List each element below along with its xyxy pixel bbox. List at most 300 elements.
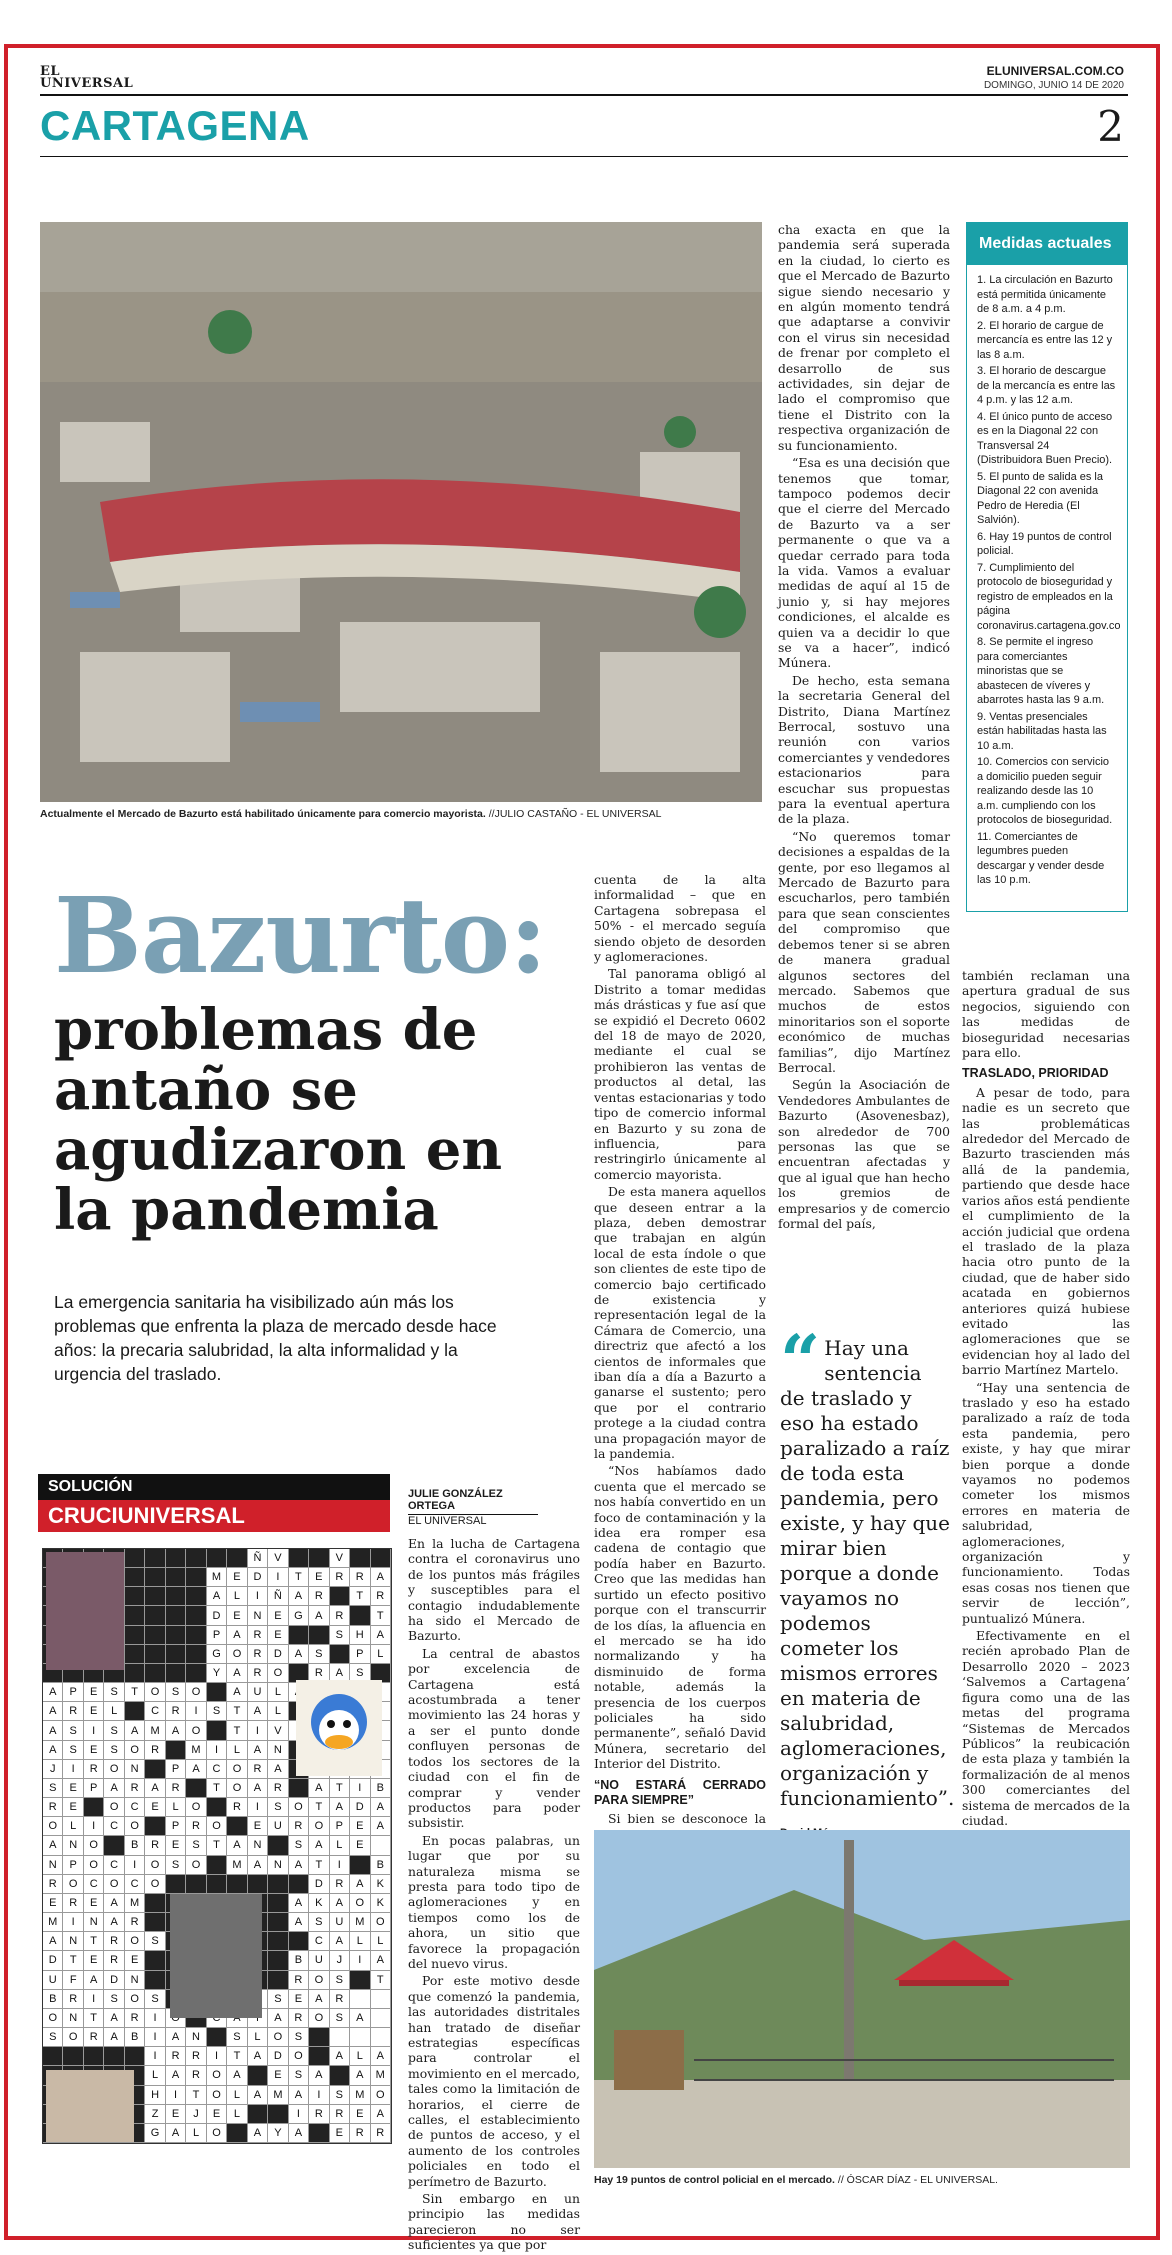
crossword-cell: D xyxy=(43,1951,63,1970)
headline-keyword: Bazurto: xyxy=(54,874,547,997)
crossword-cell: M xyxy=(207,1568,227,1587)
crossword-cell: I xyxy=(350,1779,370,1798)
crossword-cell xyxy=(371,2028,391,2047)
crossword-cell: I xyxy=(207,2047,227,2066)
crossword-cell: N xyxy=(268,1856,288,1875)
crossword-cell xyxy=(371,1549,391,1568)
headline: problemas de antaño se agudizaron en la pandemia xyxy=(54,997,503,1243)
crossword-cell: S xyxy=(289,2028,309,2047)
crossword-cell: H xyxy=(145,2086,165,2105)
crossword-cell: T xyxy=(309,1798,329,1817)
crossword-cell: M xyxy=(186,1741,206,1760)
crossword-cell: O xyxy=(145,1683,165,1702)
crossword-cell: G xyxy=(207,1645,227,1664)
crossword-cell: R xyxy=(166,1779,186,1798)
crossword-cell: E xyxy=(350,1817,370,1836)
crossword-cell: A xyxy=(371,2047,391,2066)
crossword-cell: P xyxy=(350,1645,370,1664)
crossword-cell: R xyxy=(248,1626,268,1645)
crossword-cell xyxy=(248,2105,268,2124)
crossword-cell: D xyxy=(207,1606,227,1625)
crossword-cell xyxy=(145,1951,165,1970)
crossword-cell xyxy=(227,1817,247,1836)
crossword-cell xyxy=(166,1875,186,1894)
crossword-cell: E xyxy=(84,1683,104,1702)
crossword-cell: A xyxy=(330,2047,350,2066)
crossword-cell: T xyxy=(227,1721,247,1740)
crossword-cell: T xyxy=(125,1683,145,1702)
crossword-cell: L xyxy=(104,1702,124,1721)
crossword-cell: M xyxy=(145,1721,165,1740)
crossword-cell: N xyxy=(248,1606,268,1625)
crossword-cell: O xyxy=(309,1971,329,1990)
crossword-cell: O xyxy=(207,2086,227,2105)
crossword-cell: O xyxy=(289,1798,309,1817)
quote-mark-icon: “ xyxy=(780,1319,821,1402)
crossword-cell: L xyxy=(350,1932,370,1951)
crossword-cell xyxy=(350,1856,370,1875)
crossword-cell: A xyxy=(330,1664,350,1683)
crossword-cell: A xyxy=(43,1836,63,1855)
list-item: 2. El horario de cargue de mercancía es entre las 12 y las 8 a.m. xyxy=(977,319,1113,361)
portrait-image xyxy=(170,1894,262,2018)
crossword-cell: N xyxy=(268,1741,288,1760)
crossword-cell xyxy=(145,1587,165,1606)
crossword-cell: R xyxy=(166,1702,186,1721)
crossword-cell: L xyxy=(186,2124,206,2143)
crossword-cell xyxy=(227,1875,247,1894)
crossword-cell: I xyxy=(63,1913,83,1932)
crossword-cell: I xyxy=(145,2047,165,2066)
crossword-cell: A xyxy=(289,2124,309,2143)
crossword-cell: B xyxy=(289,1951,309,1970)
crossword-cell xyxy=(207,1875,227,1894)
crossword-cell xyxy=(289,1875,309,1894)
crossword-cell: M xyxy=(350,2086,370,2105)
crossword-cell: A xyxy=(166,2066,186,2085)
market-aerial-image xyxy=(40,222,762,802)
crossword-cell: E xyxy=(330,2124,350,2143)
crossword-cell: S xyxy=(104,1721,124,1740)
crossword-cell: S xyxy=(104,1990,124,2009)
crossword-cell: A xyxy=(371,1626,391,1645)
crossword-cell: J xyxy=(43,1760,63,1779)
crossword-cell: Z xyxy=(145,2105,165,2124)
crossword-cell xyxy=(145,1568,165,1587)
section-title: CARTAGENA xyxy=(40,102,310,149)
crossword-cell xyxy=(145,1645,165,1664)
crossword-cell: E xyxy=(84,1894,104,1913)
crossword-cell: M xyxy=(268,2086,288,2105)
crossword-cell: U xyxy=(268,1817,288,1836)
crossword-cell: R xyxy=(84,2028,104,2047)
crossword-cell xyxy=(289,1779,309,1798)
crossword-cell xyxy=(186,1587,206,1606)
crossword-cell xyxy=(227,1549,247,1568)
crossword-cell: A xyxy=(166,2028,186,2047)
crossword-cell xyxy=(186,1606,206,1625)
crossword-cell: S xyxy=(63,1741,83,1760)
crossword-cell: L xyxy=(371,1645,391,1664)
crossword-cell xyxy=(350,1549,370,1568)
crossword-cell: I xyxy=(248,1721,268,1740)
crossword-cell xyxy=(166,1549,186,1568)
crossword-cell: A xyxy=(309,1779,329,1798)
crossword-cell: L xyxy=(166,1798,186,1817)
bottom-photo-caption: Hay 19 puntos de control policial en el mercado. // ÓSCAR DÍAZ - EL UNIVERSAL. xyxy=(594,2174,998,2186)
crossword-cell: A xyxy=(104,2028,124,2047)
crossword-cell: R xyxy=(125,2009,145,2028)
crossword-cell: E xyxy=(268,1606,288,1625)
crossword-cell: T xyxy=(186,2086,206,2105)
top-photo xyxy=(40,222,762,802)
crossword-cell: E xyxy=(268,2066,288,2085)
crossword-cell: B xyxy=(371,1779,391,1798)
crossword-cell: S xyxy=(63,1721,83,1740)
crossword-cell: E xyxy=(268,1626,288,1645)
portrait-image xyxy=(46,1552,124,1670)
crossword-cell: R xyxy=(84,1760,104,1779)
byline xyxy=(408,1488,538,1527)
crossword-cell xyxy=(330,2028,350,2047)
crossword-cell: L xyxy=(371,1932,391,1951)
crossword-cell: O xyxy=(186,1798,206,1817)
crossword-cell: A xyxy=(227,1836,247,1855)
crossword-cell: R xyxy=(330,1568,350,1587)
pull-quote: “ Hay una sentencia de traslado y eso ha estado paralizado a raíz de toda esta pandemia, pero existe, y hay que mirar bien porque a donde vayamos no podemos cometer los mismos errores en materia de salubridad, aglomeraciones, organización y funcionamiento”. xyxy=(780,1336,950,1851)
crossword-cell: A xyxy=(104,2009,124,2028)
crossword-cell: A xyxy=(43,1741,63,1760)
crossword-cell xyxy=(330,1645,350,1664)
crossword-cell: A xyxy=(289,1894,309,1913)
crossword-cell: B xyxy=(125,1836,145,1855)
crossword-cell: R xyxy=(268,1779,288,1798)
crossword-cell: S xyxy=(104,1683,124,1702)
crossword-cell: O xyxy=(125,1741,145,1760)
crossword-cell xyxy=(145,1817,165,1836)
crossword-cell: S xyxy=(309,1645,329,1664)
crossword-cell: O xyxy=(145,1856,165,1875)
crossword-cell: O xyxy=(104,1760,124,1779)
crossword-cell xyxy=(268,1894,288,1913)
crossword-cell: R xyxy=(248,1760,268,1779)
crossword-cell: A xyxy=(227,1683,247,1702)
crossword-cell: A xyxy=(207,1587,227,1606)
crossword-cell: N xyxy=(125,1760,145,1779)
crossword-cell: N xyxy=(63,1932,83,1951)
crossword-cell: R xyxy=(125,1913,145,1932)
crossword-cell: I xyxy=(125,1856,145,1875)
crossword-cell: G xyxy=(145,2124,165,2143)
crossword-cell xyxy=(350,1990,370,2009)
crossword-cell: A xyxy=(289,1645,309,1664)
crossword-cell: C xyxy=(309,1932,329,1951)
crossword-cell: A xyxy=(350,2009,370,2028)
crossword-cell: A xyxy=(268,1760,288,1779)
article-col-top-right: cha exacta en que la pandemia será superada en la ciudad, lo cierto es que el Mercado de Bazurto sigue siendo necesario y en algún momento tendrá que adaptarse a convivir con el virus sin necesidad de frenar por completo el desarrollo de sus actividades, sin dejar de lado el compromiso que tiene el Distrito con la respectiva organización de su funcionamiento. “Esa es una decisión que tenemos que tomar, tampoco podemos decir que el cierre del Mercado de Bazurto va a ser permanente o que va a quedar cerrado para toda la vida. Vamos a evaluar medidas de aquí al 15 de junio y, si hay mejores condiciones, el alcalde es quien va a decidir lo que se va a hacer”, indicó Múnera. De hecho, esta semana la secretaria General del Distrito, Diana Martínez Berrocal, sostuvo una reunión con varios comerciantes y vendedores estacionarios para escuchar sus propuestas para la eventual apertura de la plaza. “No queremos tomar decisiones a espaldas de la gente, por eso llegamos al Mercado de Bazurto para escucharlos, pero también para que sean conscientes del compromiso que debemos tener si se abren de manera gradual algunos sectores del mercado. Sabemos que muchos de estos minoritarios son el soporte económico de muchas familias”, dijo Martínez Berrocal. Según la Asociación de Vendedores Ambulantes de Bazurto (Asovenesbaz), son alrededor de 700 personas las que se encuentran afectadas y que al igual que han hecho los gremios de empresarios y de comercio formal del país, xyxy=(778,222,950,1231)
crossword-cell: T xyxy=(227,1702,247,1721)
crossword-cell xyxy=(166,1664,186,1683)
crossword-cell: S xyxy=(268,1798,288,1817)
sidebar-list xyxy=(967,265,1127,898)
crossword-cell xyxy=(125,1549,145,1568)
crossword-cell xyxy=(63,2047,83,2066)
crossword-cell: T xyxy=(63,1951,83,1970)
crossword-cell: T xyxy=(350,1587,370,1606)
crossword-cell: R xyxy=(289,1817,309,1836)
crossword-cell: L xyxy=(350,2047,370,2066)
crossword-cell: S xyxy=(330,2009,350,2028)
crossword-cell xyxy=(186,1549,206,1568)
crossword-cell: D xyxy=(350,1798,370,1817)
list-item: 9. Ventas presenciales están habilitadas hasta las 10 a.m. xyxy=(977,710,1107,752)
crossword-cell: A xyxy=(330,1894,350,1913)
crossword-cell xyxy=(145,1549,165,1568)
crossword-cell: A xyxy=(227,2066,247,2085)
crossword-cell: A xyxy=(43,1721,63,1740)
crossword-cell xyxy=(145,1913,165,1932)
crossword-cell xyxy=(227,2124,247,2143)
crossword-cell: C xyxy=(207,1760,227,1779)
crossword-cell: E xyxy=(43,1894,63,1913)
crossword-cell: L xyxy=(145,2066,165,2085)
crossword-cell: L xyxy=(227,1587,247,1606)
crossword-cell: P xyxy=(207,1626,227,1645)
crossword-cell: U xyxy=(330,1913,350,1932)
bottom-photo xyxy=(594,1830,1130,2168)
crossword-cell: T xyxy=(289,1568,309,1587)
crossword-cell: K xyxy=(371,1875,391,1894)
checkpoint-image xyxy=(594,1830,1130,2168)
crossword-cell: E xyxy=(248,1817,268,1836)
crossword-cell: O xyxy=(350,1894,370,1913)
crossword-cell: Ñ xyxy=(268,1587,288,1606)
crossword-cell xyxy=(248,2066,268,2085)
crossword-cell: R xyxy=(186,1817,206,1836)
crossword-cell: O xyxy=(186,1856,206,1875)
crossword-cell: R xyxy=(350,1568,370,1587)
crossword-cell xyxy=(145,1894,165,1913)
crossword-cell xyxy=(350,1606,370,1625)
crossword-cell: N xyxy=(248,1836,268,1855)
crossword-cell: O xyxy=(125,1932,145,1951)
crossword-cell xyxy=(186,1645,206,1664)
crossword-cell: M xyxy=(125,1894,145,1913)
crossword-cell: O xyxy=(186,1683,206,1702)
crossword-cell: O xyxy=(145,1875,165,1894)
crossword-cell xyxy=(145,1606,165,1625)
crossword-cell: H xyxy=(350,1626,370,1645)
crossword-cell: R xyxy=(371,2124,391,2143)
crossword-cell xyxy=(350,2028,370,2047)
crossword-cell xyxy=(207,1549,227,1568)
crossword-cell: V xyxy=(268,1721,288,1740)
crossword-cell xyxy=(309,1549,329,1568)
crossword-cell xyxy=(145,1760,165,1779)
crossword-cell: R xyxy=(166,2047,186,2066)
crossword-cell: A xyxy=(186,1760,206,1779)
crossword-cell: S xyxy=(289,1836,309,1855)
crossword-cell: T xyxy=(84,2009,104,2028)
crossword-cell: J xyxy=(186,2105,206,2124)
crossword-cell: C xyxy=(125,1798,145,1817)
list-item: 8. Se permite el ingreso para comerciantes minoristas que se abastecen de víveres y abarrotes hasta las 9 a.m. xyxy=(977,636,1105,706)
crossword-cell: O xyxy=(125,1817,145,1836)
crossword-cell: A xyxy=(289,2086,309,2105)
crossword-cell: D xyxy=(104,1971,124,1990)
crossword-cell: N xyxy=(43,1856,63,1875)
crossword-cell: R xyxy=(289,2009,309,2028)
crossword-cell xyxy=(248,1875,268,1894)
crossword-cell: P xyxy=(84,1779,104,1798)
solution-label: SOLUCIÓN xyxy=(38,1474,390,1500)
crossword-cell: E xyxy=(84,1951,104,1970)
crossword-cell: I xyxy=(84,1817,104,1836)
crossword-cell xyxy=(289,1626,309,1645)
crossword-cell: A xyxy=(104,1779,124,1798)
crossword-cell xyxy=(145,1626,165,1645)
crossword-cell: A xyxy=(268,2009,288,2028)
crossword-cell: R xyxy=(350,2124,370,2143)
crossword-cell: O xyxy=(309,1817,329,1836)
crossword-cell: I xyxy=(84,1990,104,2009)
crossword-cell xyxy=(125,1645,145,1664)
crossword-cell: P xyxy=(63,1856,83,1875)
crossword-cell xyxy=(104,2047,124,2066)
crossword-cell: A xyxy=(248,1856,268,1875)
crossword-cell: T xyxy=(371,1606,391,1625)
crossword-cell: L xyxy=(330,1836,350,1855)
crossword-cell: A xyxy=(248,1702,268,1721)
author-org: EL UNIVERSAL xyxy=(408,1515,487,1527)
crossword-cell: E xyxy=(227,1606,247,1625)
crossword-cell xyxy=(186,1875,206,1894)
crossword-cell xyxy=(166,1626,186,1645)
crossword-cell xyxy=(125,1626,145,1645)
crossword-cell xyxy=(289,1932,309,1951)
crossword-cell: O xyxy=(268,2028,288,2047)
crossword-cell: S xyxy=(268,1990,288,2009)
crossword-cell: G xyxy=(289,1606,309,1625)
crossword-cell: O xyxy=(43,2009,63,2028)
crossword-cell xyxy=(186,1626,206,1645)
crossword-cell: V xyxy=(330,1549,350,1568)
crossword-cell xyxy=(350,1971,370,1990)
subheading: TRASLADO, PRIORIDAD xyxy=(962,1066,1109,1081)
crossword-cell: M xyxy=(227,1856,247,1875)
crossword-cell xyxy=(125,1587,145,1606)
crossword-cell: A xyxy=(84,1971,104,1990)
author-name: JULIE GONZÁLEZ ORTEGA xyxy=(408,1488,538,1515)
crossword-cell: E xyxy=(63,1798,83,1817)
crossword-cell: I xyxy=(350,1951,370,1970)
crossword-cell: O xyxy=(63,2028,83,2047)
crossword-cell: I xyxy=(145,2009,165,2028)
crossword-cell: R xyxy=(145,1836,165,1855)
crossword-cell: A xyxy=(248,1741,268,1760)
crossword-cell: R xyxy=(63,1990,83,2009)
cartoon-duck-image xyxy=(296,1680,382,1776)
crossword-cell xyxy=(309,1626,329,1645)
crossword-cell: R xyxy=(330,2105,350,2124)
crossword-cell xyxy=(125,1702,145,1721)
crossword-cell: L xyxy=(268,1702,288,1721)
crossword-cell: I xyxy=(268,1568,288,1587)
crossword-cell: V xyxy=(268,1549,288,1568)
crossword-cell: I xyxy=(207,1741,227,1760)
crossword-cell: T xyxy=(309,1856,329,1875)
crossword-cell: N xyxy=(125,1971,145,1990)
crossword-cell xyxy=(371,1836,391,1855)
crossword-cell: C xyxy=(125,1875,145,1894)
crossword-cell: S xyxy=(104,1741,124,1760)
measures-sidebar xyxy=(966,222,1128,912)
crossword-cell xyxy=(309,2124,329,2143)
crossword-cell: A xyxy=(371,1817,391,1836)
crossword-cell: Ñ xyxy=(248,1549,268,1568)
crossword-cell: R xyxy=(43,1875,63,1894)
crossword-cell: O xyxy=(125,1990,145,2009)
crossword-cell: A xyxy=(104,1894,124,1913)
list-item: 7. Cumplimiento del protocolo de bioseguridad y registro de empleados en la página coronavirus.cartagena.gov.co xyxy=(977,561,1121,632)
crossword-cell: L xyxy=(268,1683,288,1702)
crossword-cell xyxy=(186,1664,206,1683)
crossword-cell: S xyxy=(309,1913,329,1932)
crossword-cell: M xyxy=(371,2066,391,2085)
crossword-cell: A xyxy=(248,1779,268,1798)
crossword-cell: L xyxy=(227,2105,247,2124)
crossword-cell: L xyxy=(248,2028,268,2047)
crossword-cell: I xyxy=(248,1798,268,1817)
crossword-cell: O xyxy=(43,1817,63,1836)
crossword-cell: A xyxy=(145,1779,165,1798)
crossword-cell: R xyxy=(371,1587,391,1606)
crossword-cell: E xyxy=(125,1951,145,1970)
crossword-cell: O xyxy=(84,1856,104,1875)
crossword-cell: A xyxy=(166,1721,186,1740)
crossword-cell xyxy=(125,1664,145,1683)
crossword-cell: E xyxy=(227,1568,247,1587)
crossword-cell: A xyxy=(166,2124,186,2143)
crossword-cell: T xyxy=(371,1971,391,1990)
crossword-cell: A xyxy=(371,1568,391,1587)
crossword-cell: S xyxy=(227,2028,247,2047)
crossword-cell: U xyxy=(309,1951,329,1970)
list-item: 1. La circulación en Bazurto está permitida únicamente de 8 a.m. a 4 p.m. xyxy=(977,274,1113,315)
crossword-cell: I xyxy=(309,2086,329,2105)
newspaper-logo: EL UNIVERSAL xyxy=(40,64,134,91)
crossword-cell: S xyxy=(145,1932,165,1951)
crossword-cell: R xyxy=(248,1645,268,1664)
crossword-cell: E xyxy=(63,1779,83,1798)
article-col-mid: cuenta de la alta informalidad – que en Cartagena sobrepasa el 50% - el mercado seguía siendo objeto de desorden y aglomeraciones. Tal panorama obligó al Distrito a tomar medidas más drásticas y fue así que se expidió el Decreto 0602 del 18 de mayo de 2020, mediante el cual se prohibieron las ventas de productos al detal, las ventas estacionarias y todo tipo de comercio informal en Bazurto y su zona de influencia, para restringirlo únicamente al comercio mayorista. De esta manera aquellos que deseen entrar a la plaza, deben demostrar que trabajan en algún local de esta índole o que son clientes de este tipo de comercio bajo certificado de existencia y representación legal de la Cámara de Comercio, una directriz que afectó a los cientos de informales que iban día a día a Bazurto a ganarse el sustento; pero que por el contrario protege a la ciudad contra una propagación mayor de la pandemia. “Nos habíamos dado cuenta que el mercado se nos había convertido en un foco de contaminación y la idea era romper esa cadena de contagio que podía haber en Bazurto. Creo que las medidas han surtido un efecto positivo porque con el transcurrir de los días, la afluencia en el mercado se ha ido normalizando y ha disminuido de forma notable, además la presencia de los cuerpos policiales ha sido permanente”, señaló David Múnera, secretario del Interior del Distrito. “NO ESTARÁ CERRADO PARA SIEMPRE” Si bien se desconoce la xyxy=(594,872,766,1827)
list-item: 5. El punto de salida es la Diagonal 22 con avenida Pedro de Heredia (El Salvión). xyxy=(977,470,1103,526)
crossword-cell xyxy=(166,1606,186,1625)
crossword-cell: O xyxy=(309,2009,329,2028)
crossword-cell: K xyxy=(371,1894,391,1913)
crossword-cell: I xyxy=(248,1587,268,1606)
crossword-cell xyxy=(207,1683,227,1702)
crossword-cell: A xyxy=(309,1606,329,1625)
crossword-cell: B xyxy=(125,2028,145,2047)
crossword-cell xyxy=(166,1587,186,1606)
crossword-cell: R xyxy=(186,2047,206,2066)
crossword-cell: Y xyxy=(268,2124,288,2143)
crossword-cell: L xyxy=(227,2086,247,2105)
crossword-cell: P xyxy=(63,1683,83,1702)
crossword-cell: R xyxy=(289,1971,309,1990)
crossword-cell: S xyxy=(330,1971,350,1990)
